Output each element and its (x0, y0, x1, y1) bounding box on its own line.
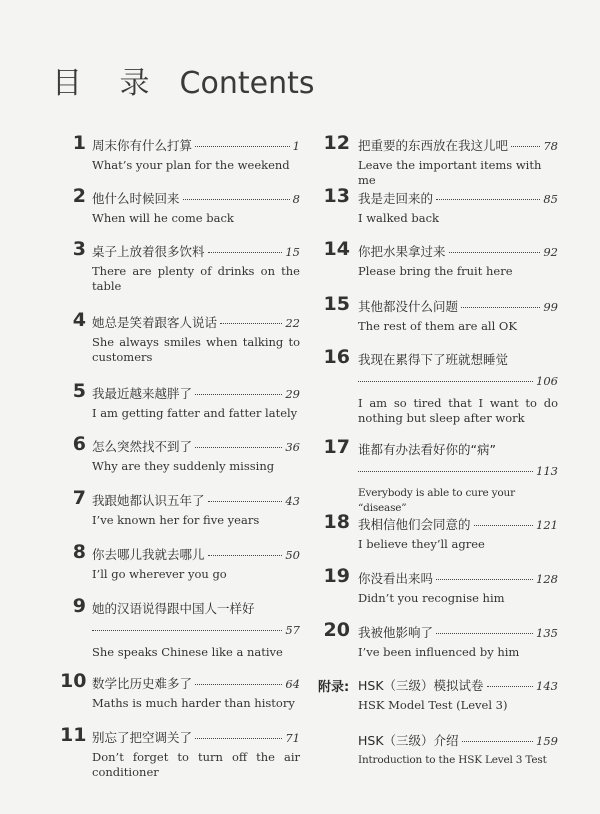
page-number: 143 (536, 679, 558, 693)
dot-leader (511, 146, 540, 147)
appendix-item-1[interactable] (358, 676, 558, 713)
appendix-label: 附录: (318, 680, 350, 695)
lesson-title-zh: 你把水果拿过来 (358, 244, 446, 259)
lesson-title-en: I’ve known her for five years (92, 513, 260, 527)
lesson-title-zh: 把重要的东西放在我这儿吧 (358, 138, 509, 153)
lesson-title-zh: 谁都有办法看好你的“病” (358, 442, 496, 457)
dot-leader (183, 199, 290, 200)
dot-leader (195, 738, 282, 739)
lesson-number: 20 (323, 619, 350, 641)
lesson-title-zh: 数学比历史难多了 (92, 676, 193, 691)
lesson-number: 11 (60, 724, 87, 746)
dot-leader (462, 741, 534, 742)
dot-leader (220, 323, 282, 324)
lesson-title-en: What’s your plan for the weekend (92, 158, 290, 172)
lesson-number: 18 (323, 511, 350, 533)
lesson-number: 16 (323, 346, 350, 368)
lesson-title-zh: 她的汉语说得跟中国人一样好 (92, 601, 255, 616)
lesson-title-en: Maths is much harder than history (92, 696, 295, 710)
lesson-title-zh: 我跟她都认识五年了 (92, 493, 205, 508)
lesson-number: 19 (323, 565, 350, 587)
lesson-number: 6 (72, 433, 86, 455)
lesson-title-en: There are plenty of drinks on the table (92, 264, 300, 293)
lesson-title-en: I walked back (358, 211, 439, 225)
dot-leader (208, 555, 283, 556)
page-number: 78 (543, 139, 558, 153)
page-number: 106 (536, 374, 558, 388)
lesson-number: 7 (72, 487, 86, 509)
dot-leader (436, 633, 533, 634)
dot-leader (208, 501, 283, 502)
dot-leader (449, 252, 541, 253)
lesson-number: 14 (323, 238, 350, 260)
dot-leader (487, 686, 534, 687)
page-number: 128 (536, 572, 558, 586)
lesson-title-en: Don’t forget to turn off the air conditioner (92, 750, 300, 779)
lesson-number: 8 (72, 541, 86, 563)
dot-leader (195, 146, 290, 147)
lesson-title-zh: 我现在累得下了班就想睡觉 (358, 352, 509, 367)
lesson-title-en: Please bring the fruit here (358, 264, 513, 278)
lesson-number: 10 (60, 670, 87, 692)
page-number: 92 (543, 245, 558, 259)
lesson-number: 1 (72, 132, 86, 154)
page-number: 22 (285, 316, 300, 330)
appendix-title-zh: HSK（三级）介绍 (358, 733, 459, 748)
dot-leader (358, 471, 533, 472)
page-number: 85 (543, 192, 558, 206)
appendix-title-en: HSK Model Test (Level 3) (358, 698, 508, 712)
lesson-number: 2 (72, 185, 86, 207)
lesson-title-en: I am so tired that I want to do nothing but sleep after work (358, 396, 558, 425)
lesson-title-zh: 我是走回来的 (358, 191, 434, 206)
lesson-title-en: The rest of them are all OK (358, 319, 517, 333)
dot-leader (436, 199, 540, 200)
lesson-title-en: Everybody is able to cure your “disease” (358, 487, 515, 514)
appendix-title-zh: HSK（三级）模拟试卷 (358, 678, 484, 693)
lesson-number: 17 (323, 436, 350, 458)
page-number: 121 (536, 518, 558, 532)
dot-leader (195, 394, 282, 395)
page-number: 15 (285, 245, 300, 259)
lesson-title-zh: 我相信他们会同意的 (358, 517, 471, 532)
dot-leader (358, 381, 533, 382)
page-number: 36 (285, 440, 300, 454)
lesson-title-zh: 桌子上放着很多饮料 (92, 244, 205, 259)
lesson-number: 12 (323, 132, 350, 154)
lesson-number: 4 (72, 309, 86, 331)
lesson-title-zh: 其他都没什么问题 (358, 299, 459, 314)
lesson-title-en: I am getting fatter and fatter lately (92, 406, 298, 420)
page-number: 159 (536, 734, 558, 748)
lesson-title-en: Didn’t you recognise him (358, 591, 505, 605)
page-number: 8 (292, 192, 300, 206)
dot-leader (474, 525, 534, 526)
lesson-title-zh: 我最近越来越胖了 (92, 386, 193, 401)
page-number: 1 (292, 139, 300, 153)
lesson-number: 3 (72, 238, 86, 260)
appendix-item-2[interactable] (358, 731, 558, 768)
dot-leader (92, 630, 282, 631)
contents-header (52, 58, 315, 102)
lesson-title-en: She speaks Chinese like a native (92, 645, 283, 659)
page-number: 99 (543, 300, 558, 314)
title-english: Contents (179, 66, 315, 101)
lesson-title-en: I’ll go wherever you go (92, 567, 227, 581)
page-number: 71 (285, 731, 300, 745)
page-number: 43 (285, 494, 300, 508)
appendix-title-en: Introduction to the HSK Level 3 Test (358, 754, 547, 766)
page-number: 64 (285, 677, 300, 691)
lesson-title-zh: 他什么时候回来 (92, 191, 180, 206)
dot-leader (195, 684, 282, 685)
lesson-number: 9 (72, 595, 86, 617)
page-number: 29 (285, 387, 300, 401)
lesson-title-en: Why are they suddenly missing (92, 459, 275, 473)
lesson-title-en: Leave the important items with me (358, 158, 542, 187)
dot-leader (208, 252, 283, 253)
dot-leader (195, 447, 282, 448)
lesson-title-zh: 我被他影响了 (358, 625, 434, 640)
lesson-title-zh: 你去哪儿我就去哪儿 (92, 547, 205, 562)
page-number: 135 (536, 626, 558, 640)
lesson-number: 13 (323, 185, 350, 207)
lesson-title-zh: 怎么突然找不到了 (92, 439, 193, 454)
page-number: 50 (285, 548, 300, 562)
dot-leader (436, 579, 533, 580)
lesson-number: 15 (323, 293, 350, 315)
lesson-title-zh: 别忘了把空调关了 (92, 730, 193, 745)
title-chinese: 目 录 (52, 66, 164, 101)
page-number: 113 (536, 464, 558, 478)
lesson-title-en: I’ve been influenced by him (358, 645, 520, 659)
lesson-number: 5 (72, 380, 86, 402)
lesson-title-zh: 你没看出来吗 (358, 571, 434, 586)
lesson-title-en: When will he come back (92, 211, 234, 225)
lesson-title-en: I believe they’ll agree (358, 537, 485, 551)
dot-leader (461, 307, 540, 308)
lesson-title-zh: 周末你有什么打算 (92, 138, 193, 153)
page-number: 57 (285, 623, 300, 637)
lesson-title-en: She always smiles when talking to customers (92, 335, 300, 364)
lesson-title-zh: 她总是笑着跟客人说话 (92, 315, 218, 330)
